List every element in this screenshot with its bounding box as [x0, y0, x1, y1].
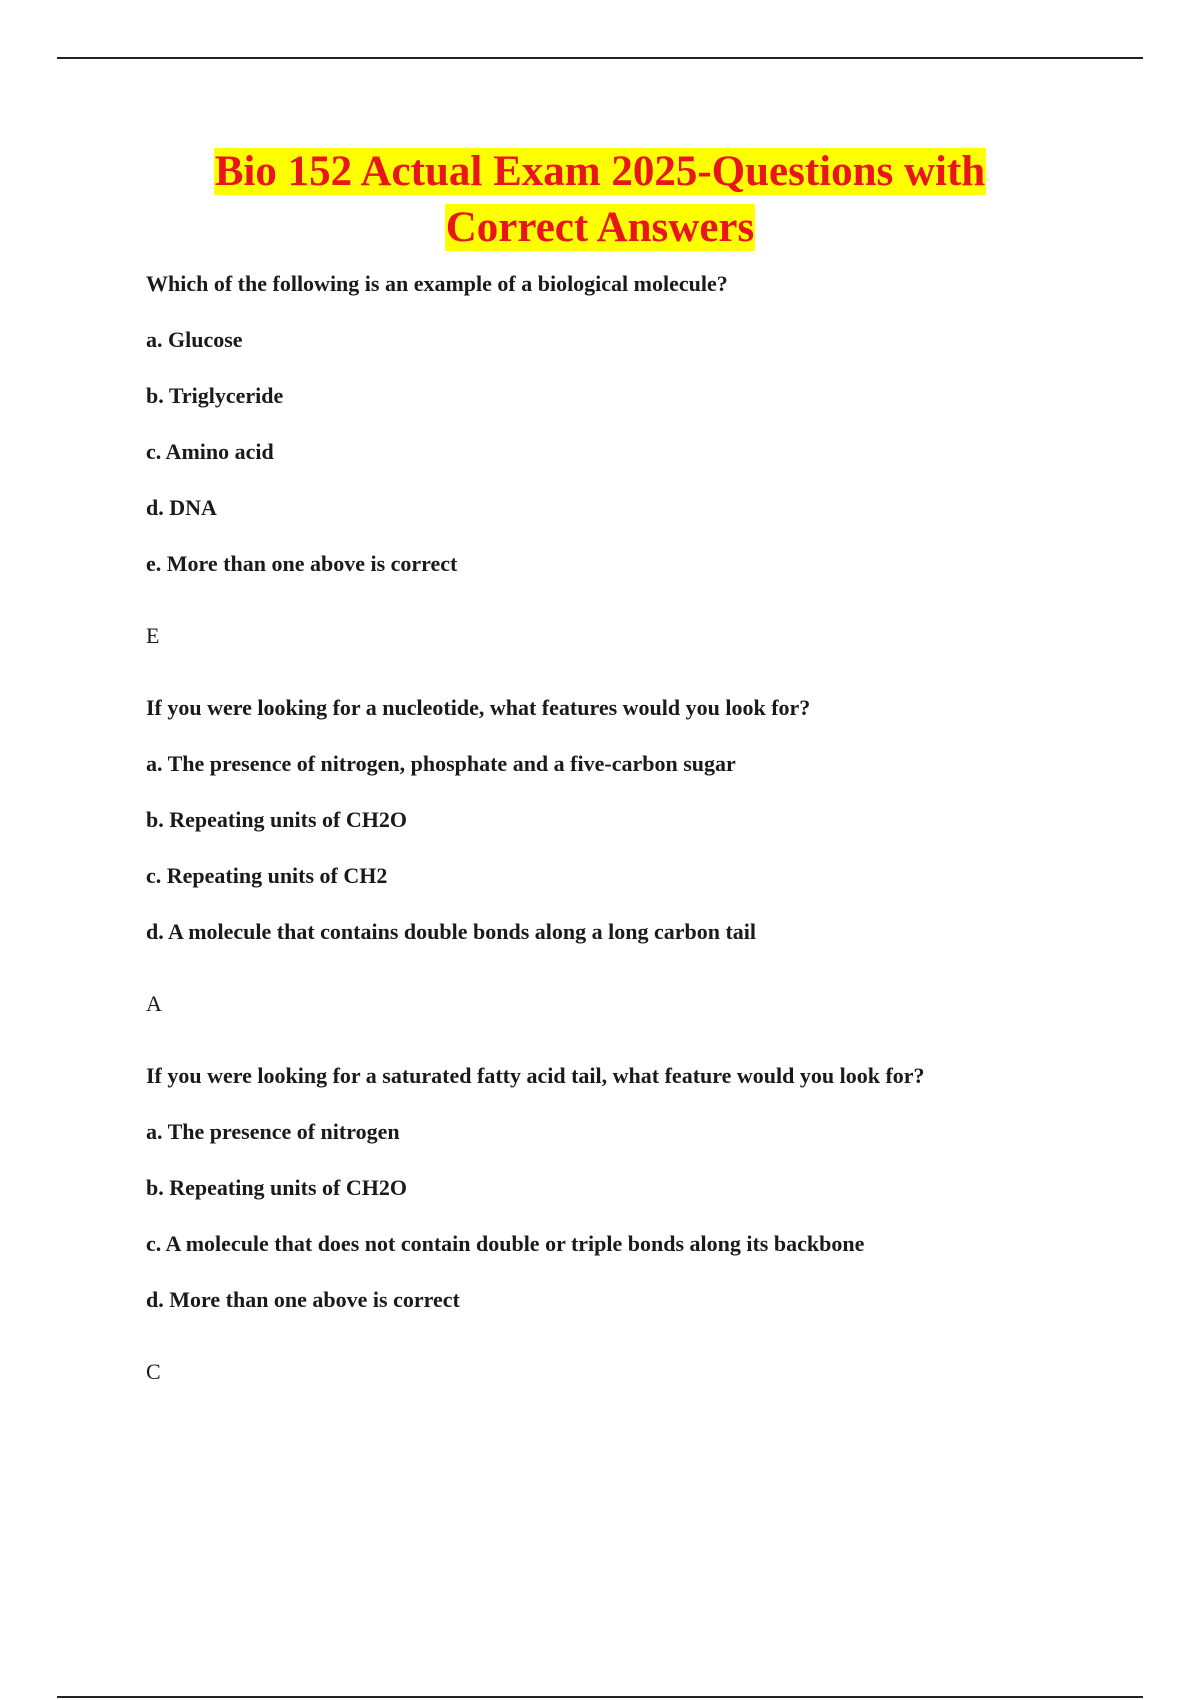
answer-text: C [146, 1359, 161, 1384]
bottom-rule [57, 1696, 1143, 1698]
option-d: d. A molecule that contains double bonds along a long carbon tail [146, 919, 756, 944]
question-block-2 [146, 692, 1106, 1020]
title-line-1: Bio 152 Actual Exam 2025-Questions with [214, 148, 986, 195]
option-c: c. Repeating units of CH2 [146, 863, 388, 888]
question-text: If you were looking for a nucleotide, what features would you look for? [146, 695, 811, 720]
question-text: If you were looking for a saturated fatty acid tail, what feature would you look for? [146, 1063, 925, 1088]
option-d: d. DNA [146, 495, 217, 520]
option-b: b. Repeating units of CH2O [146, 807, 407, 832]
question-block-1 [146, 268, 1106, 652]
answer-text: A [146, 991, 162, 1016]
option-c: c. Amino acid [146, 439, 274, 464]
question-block-3 [146, 1060, 1106, 1388]
top-rule [57, 57, 1143, 59]
option-e: e. More than one above is correct [146, 551, 458, 576]
option-a: a. The presence of nitrogen [146, 1119, 400, 1144]
document-title [0, 144, 1200, 256]
option-b: b. Triglyceride [146, 383, 284, 408]
question-text: Which of the following is an example of a biological molecule? [146, 271, 728, 296]
option-c: c. A molecule that does not contain double or triple bonds along its backbone [146, 1231, 865, 1256]
option-a: a. The presence of nitrogen, phosphate and a five-carbon sugar [146, 751, 736, 776]
title-line-2: Correct Answers [445, 204, 755, 251]
question-list [146, 268, 1106, 1428]
answer-text: E [146, 623, 160, 648]
option-d: d. More than one above is correct [146, 1287, 460, 1312]
option-a: a. Glucose [146, 327, 243, 352]
option-b: b. Repeating units of CH2O [146, 1175, 407, 1200]
